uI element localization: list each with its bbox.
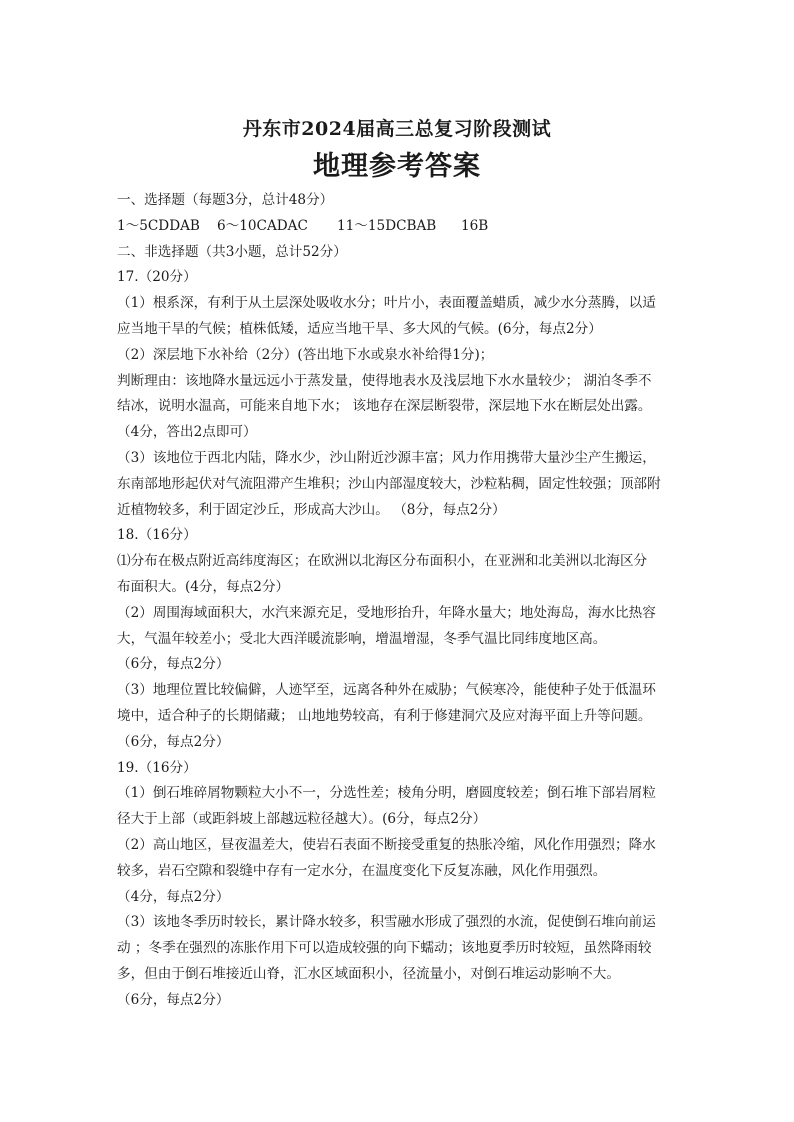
answer-line: 较多，岩石空隙和裂缝中存有一定水分，在温度变化下反复冻融，风化作用强烈。 (117, 862, 607, 879)
answer-line: 境中，适合种子的长期储藏； 山地地势较高，有利于修建洞穴及应对海平面上升等问题。 (117, 707, 652, 724)
answer-line: （4分，每点2分） (117, 888, 230, 905)
answer-line: 布面积大。(4分，每点2分） (117, 578, 290, 595)
answer-line: （3）地理位置比较偏僻，人迹罕至，远离各种外在威胁；气候寒冷，能使种子处于低温环 (117, 682, 656, 699)
choice-answer-group: 1～5CDDAB (117, 217, 200, 234)
answer-line: ⑴分布在极点附近高纬度海区；在欧洲以北海区分布面积小，在亚洲和北美洲以北海区分 (117, 553, 648, 570)
answer-line: 近植物较多，利于固定沙丘，形成高大沙山。 （8分，每点2分） (117, 501, 506, 518)
answer-line: （6分，每点2分） (117, 991, 230, 1008)
answer-content (117, 188, 677, 1014)
choice-answer-group: 11～15DCBAB (337, 217, 437, 234)
answer-line: （2）周围海域面积大，水汽来源充足，受地形抬升，年降水量大；地处海岛，海水比热容 (117, 604, 656, 621)
answer-line: 径大于上部（或距斜坡上部越远粒径越大）。(6分，每点2分） (117, 811, 487, 828)
answer-line: （2）高山地区，昼夜温差大，使岩石表面不断接受重复的热胀冷缩，风化作用强烈；降水 (117, 836, 656, 853)
answer-line: 结冰，说明水温高，可能来自地下水； 该地存在深层断裂带，深层地下水在断层处出露。 (117, 398, 652, 415)
exam-title: 丹东市2024届高三总复习阶段测试 (242, 118, 552, 140)
answer-lines (117, 265, 677, 1013)
answer-line: 动 ；冬季在强烈的冻胀作用下可以造成较强的向下蠕动；该地夏季历时较短，虽然降雨较 (117, 940, 652, 957)
answer-line: 18.（16分） (117, 527, 197, 544)
choice-answers-row (117, 214, 677, 240)
answer-line: （2）深层地下水补给（2分）(答出地下水或泉水补给得1分)； (117, 346, 494, 363)
choice-answer-group: 16B (461, 217, 489, 234)
choice-answer-group: 6～10CADAC (217, 217, 308, 234)
answer-line: 判断理由：该地降水量远远小于蒸发量，使得地表水及浅层地下水水量较少； 湖泊冬季不 (117, 372, 652, 389)
document-subtitle: 地理参考答案 (313, 151, 481, 182)
answer-line: 应当地干旱的气候；植株低矮，适应当地干旱、多大风的气候。(6分，每点2分） (117, 320, 602, 337)
answer-line: （3）该地位于西北内陆，降水少，沙山附近沙源丰富；风力作用携带大量沙尘产生搬运， (117, 449, 656, 466)
answer-line: （6分，每点2分） (117, 656, 230, 673)
section-heading-nonchoice: 二、非选择题（共3小题，总计52分） (117, 243, 347, 260)
answer-line: 多，但由于倒石堆接近山脊，汇水区域面积小，径流量小，对倒石堆运动影响不大。 (117, 965, 620, 982)
answer-line: （1）根系深，有利于从土层深处吸收水分；叶片小，表面覆盖蜡质，减少水分蒸腾，以适 (117, 295, 656, 312)
answer-line: 19.（16分） (117, 759, 197, 776)
section-heading-choice: 一、选择题（每题3分，总计48分） (117, 192, 334, 208)
answer-line: （6分，每点2分） (117, 733, 230, 750)
answer-line: （4分，答出2点即可） (117, 424, 257, 441)
answer-line: 东南部地形起伏对气流阻滞产生堆积；沙山内部湿度较大，沙粒粘稠，固定性较强；顶部附 (117, 475, 661, 492)
answer-line: 大，气温年较差小；受北大西洋暖流影响，增温增湿，冬季气温比同纬度地区高。 (117, 630, 607, 647)
answer-line: （3）该地冬季历时较长，累计降水较多，积雪融水形成了强烈的水流，促使倒石堆向前运 (117, 914, 656, 931)
answer-line: （1）倒石堆碎屑物颗粒大小不一，分选性差；棱角分明，磨圆度较差；倒石堆下部岩屑粒 (117, 785, 656, 802)
answer-line: 17.（20分） (117, 269, 197, 286)
